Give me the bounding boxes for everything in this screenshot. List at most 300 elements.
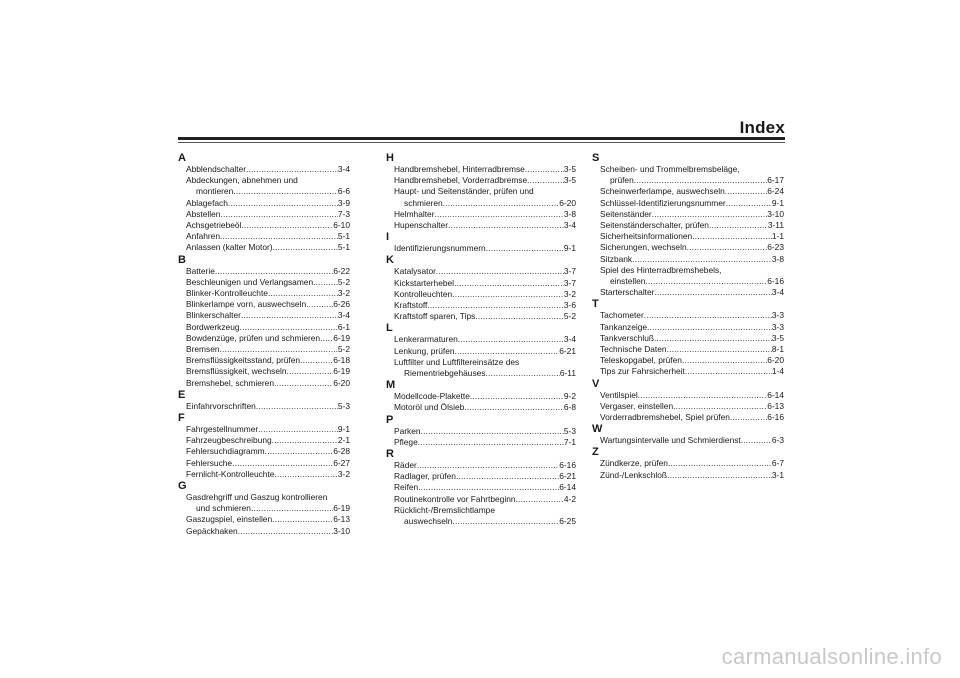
page-number: 6-22: [333, 265, 350, 276]
index-entry: [186, 446, 350, 457]
entry-label: Teleskopgabel, prüfen: [600, 355, 682, 366]
dot-leader: [265, 446, 334, 457]
entry-label: Starterschalter: [600, 287, 655, 298]
section-letter: V: [592, 377, 600, 390]
index-entry: [600, 265, 784, 287]
entry-label: Pflege: [394, 436, 418, 447]
section-letter: R: [386, 448, 394, 461]
section-letter: K: [386, 254, 394, 267]
entry-label: Kontrolleuchten: [394, 288, 453, 299]
index-entry: [394, 460, 576, 471]
index-entry: [186, 322, 350, 333]
index-entry: [186, 198, 350, 209]
dot-leader: [668, 458, 772, 469]
dot-leader: [452, 516, 559, 527]
page-number: 3-5: [563, 164, 576, 174]
page-number: 5-2: [337, 276, 350, 287]
index-entry: [186, 175, 350, 197]
dot-leader: [220, 344, 338, 355]
index-entry: [186, 469, 350, 480]
dot-leader: [647, 322, 772, 333]
dot-leader: [475, 311, 564, 322]
dot-leader: [455, 346, 560, 357]
page-number: 6-8: [563, 402, 576, 413]
dot-leader: [251, 503, 333, 514]
index-entry: [600, 287, 784, 298]
dot-leader: [268, 288, 338, 299]
index-entry: [186, 288, 350, 299]
page-number: 6-26: [333, 299, 350, 310]
dot-leader: [652, 209, 768, 220]
entry-label: Fehlersuchdiagramm: [186, 446, 265, 457]
page-number: 6-17: [767, 175, 784, 186]
dot-leader: [274, 378, 333, 389]
index-entry: [600, 209, 784, 220]
index-entry: [186, 435, 350, 446]
entry-label: Bremsflüssigkeitsstand, prüfen: [186, 355, 301, 366]
index-entry: [186, 299, 350, 310]
index-entry: [394, 243, 576, 254]
dot-leader: [436, 266, 564, 277]
entry-label: Handbremshebel, Hinterradbremse: [394, 164, 525, 174]
entry-label: Katalysator: [394, 266, 436, 277]
entry-label: Gaszugspiel, einstellen: [186, 514, 273, 525]
index-entry: [186, 310, 350, 321]
dot-leader: [452, 289, 564, 300]
index-entry: [394, 289, 576, 300]
page-number: 5-3: [337, 400, 350, 411]
entry-label: Bremsflüssigkeit, wechseln: [186, 366, 287, 377]
dot-leader: [448, 220, 564, 231]
dot-leader: [456, 471, 559, 482]
section-letter: E: [178, 388, 186, 401]
dot-leader: [726, 198, 772, 209]
index-entry: [600, 333, 784, 344]
dot-leader: [741, 435, 772, 446]
entry-label: Batterie: [186, 265, 215, 276]
index-entry: [394, 494, 576, 505]
section-letter: G: [178, 480, 187, 493]
entry-label: Räder: [394, 460, 417, 471]
entry-label: Bordwerkzeug: [186, 321, 240, 332]
section-letter: F: [178, 412, 185, 425]
page-number: 6-20: [559, 197, 576, 208]
index-entry: [600, 401, 784, 412]
page-number: 6-21: [559, 471, 576, 482]
page-number: 3-4: [563, 220, 576, 231]
page-number: 6-3: [771, 435, 784, 446]
dot-leader: [238, 526, 334, 537]
entry-label: Bremshebel, schmieren: [186, 377, 274, 388]
entry-label: Wartungsintervalle und Schmierdienst: [600, 435, 741, 446]
page-number: 3-11: [767, 220, 784, 231]
entry-label: Ablagefach: [186, 197, 228, 208]
entry-label: Ventilspiel: [600, 389, 638, 400]
dot-leader: [320, 333, 333, 344]
entry-label: prüfen: [610, 175, 634, 186]
dot-leader: [667, 344, 772, 355]
entry-label: Reifen: [394, 482, 419, 493]
page-number: 4-2: [563, 493, 576, 504]
page-number: 3-6: [563, 300, 576, 311]
entry-label: Anfahren: [186, 231, 220, 242]
entry-label: Bowdenzüge, prüfen und schmieren: [186, 332, 321, 343]
index-entry: [394, 266, 576, 277]
page-number: 3-8: [771, 253, 784, 264]
entry-label: Zünd-/Lenkschloß: [600, 469, 668, 480]
page-number: 6-7: [771, 458, 784, 469]
page-number: 3-4: [337, 310, 350, 321]
section-letter: A: [178, 152, 186, 164]
entry-label: Tankanzeige: [600, 321, 648, 332]
dot-leader: [709, 220, 768, 231]
page-number: 5-2: [337, 344, 350, 355]
page-number: 6-19: [333, 366, 350, 377]
entry-label: Achsgetriebeöl: [186, 220, 242, 231]
page-number: 3-8: [563, 208, 576, 219]
section-letter: H: [386, 152, 394, 164]
index-entry: [186, 231, 350, 242]
index-entry: [394, 186, 576, 208]
header-rule: [178, 137, 785, 140]
entry-label: Hupenschalter: [394, 220, 449, 231]
dot-leader: [687, 242, 768, 253]
entry-label: Tachometer: [600, 310, 644, 321]
section-letter: S: [592, 152, 600, 164]
index-entry: [186, 424, 350, 435]
index-entry: [394, 175, 576, 186]
entry-label: Seitenständerschalter, prüfen: [600, 220, 709, 231]
index-entry: [186, 344, 350, 355]
header-rule-thin: [178, 142, 785, 143]
entry-label: schmieren: [404, 197, 443, 208]
section-letter: Z: [592, 446, 599, 459]
page-number: 3-4: [563, 334, 576, 345]
index-entry: [186, 242, 350, 253]
index-entry: [394, 311, 576, 322]
index-entry: [394, 426, 576, 437]
index-entry: [394, 437, 576, 448]
entry-label: Sicherungen, wechseln: [600, 242, 687, 253]
index-entry: [394, 209, 576, 220]
entry-label: Rücklicht-/Bremslichtlampe: [394, 504, 495, 515]
entry-label: Vergaser, einstellen: [600, 400, 674, 411]
index-entry: [394, 334, 576, 345]
dot-leader: [527, 175, 564, 186]
dot-leader: [241, 310, 338, 321]
section-letter: M: [386, 379, 396, 392]
entry-label: Seitenständer: [600, 208, 652, 219]
dot-leader: [300, 355, 333, 366]
page-number: 6-27: [333, 457, 350, 468]
entry-label: Tankverschluß: [600, 332, 654, 343]
entry-label: Lenkung, prüfen: [394, 345, 455, 356]
entry-label: Sicherheitsinformationen: [600, 231, 693, 242]
index-entry: [600, 412, 784, 423]
dot-leader: [240, 322, 338, 333]
entry-label: Einfahrvorschriften: [186, 400, 256, 411]
page-number: 3-9: [337, 197, 350, 208]
dot-leader: [632, 254, 772, 265]
entry-label: Luftfilter und Luftfiltereinsätze des: [394, 356, 520, 367]
index-entry: [600, 366, 784, 377]
dot-leader: [220, 209, 337, 220]
dot-leader: [246, 164, 338, 175]
entry-label: Routinekontrolle vor Fahrtbeginn: [394, 493, 516, 504]
page-number: 6-23: [767, 242, 784, 253]
entry-label: Blinker-Kontrolleuchte: [186, 288, 268, 299]
page-number: 3-3: [771, 321, 784, 332]
dot-leader: [725, 186, 767, 197]
page-number: 9-1: [771, 197, 784, 208]
dot-leader: [272, 514, 333, 525]
dot-leader: [634, 175, 767, 186]
index-entry: [186, 514, 350, 525]
section-letter: P: [386, 413, 394, 426]
page-number: 3-10: [767, 208, 784, 219]
dot-leader: [485, 368, 559, 379]
entry-label: montieren: [196, 186, 234, 197]
index-entry: [394, 220, 576, 231]
section-letter: W: [592, 423, 603, 436]
entry-label: Handbremshebel, Vorderradbremse: [394, 175, 528, 186]
entry-label: Blinkerschalter: [186, 310, 241, 321]
entry-label: Abstellen: [186, 208, 221, 219]
page-number: 3-2: [337, 288, 350, 299]
index-entry: [600, 198, 784, 209]
index-column-3: [592, 152, 784, 481]
page-number: 5-2: [563, 311, 576, 322]
page-number: 5-3: [563, 425, 576, 436]
page-number: 5-1: [337, 242, 350, 253]
dot-leader: [421, 426, 564, 437]
index-entry: [600, 458, 784, 469]
index-entry: [186, 164, 350, 175]
index-entry: [600, 164, 784, 186]
index-entry: [600, 470, 784, 481]
index-entry: [600, 242, 784, 253]
index-entry: [186, 401, 350, 412]
index-entry: [186, 526, 350, 537]
dot-leader: [228, 198, 338, 209]
entry-label: Schlüssel-Identifizierungsnummer: [600, 197, 726, 208]
dot-leader: [673, 401, 767, 412]
page-number: 9-1: [563, 243, 576, 254]
entry-label: Vorderradbremshebel, Spiel prüfen: [600, 412, 730, 423]
page-title: Index: [739, 118, 785, 137]
index-entry: [186, 355, 350, 366]
dot-leader: [730, 412, 767, 423]
dot-leader: [435, 209, 564, 220]
entry-label: Helmhalter: [394, 208, 435, 219]
entry-label: Tips zur Fahrsicherheit: [600, 366, 685, 377]
page-number: 3-1: [771, 469, 784, 480]
dot-leader: [417, 460, 559, 471]
entry-label: Lenkerarmaturen: [394, 334, 458, 345]
page-number: 6-19: [333, 332, 350, 343]
section-letter: I: [386, 231, 390, 244]
page-number: 6-14: [559, 482, 576, 493]
index-entry: [394, 346, 576, 357]
page-number: 3-2: [563, 288, 576, 299]
entry-label: einstellen: [610, 276, 646, 287]
section-letter: T: [592, 298, 599, 311]
dot-leader: [220, 231, 338, 242]
dot-leader: [638, 390, 768, 401]
index-entry: [186, 220, 350, 231]
entry-label: Fernlicht-Kontrolleuchte: [186, 468, 275, 479]
index-entry: [186, 492, 350, 514]
page-number: 6-1: [337, 321, 350, 332]
page-number: 9-2: [563, 391, 576, 402]
index-entry: [600, 390, 784, 401]
entry-label: Fahrgestellnummer: [186, 424, 259, 435]
index-entry: [600, 344, 784, 355]
dot-leader: [215, 266, 333, 277]
dot-leader: [516, 494, 564, 505]
index-entry: [600, 186, 784, 197]
dot-leader: [692, 231, 772, 242]
dot-leader: [274, 469, 337, 480]
page-number: 6-28: [333, 446, 350, 457]
page-number: 9-1: [337, 424, 350, 435]
dot-leader: [272, 435, 338, 446]
index-column-2: [386, 152, 576, 527]
dot-leader: [232, 458, 333, 469]
index-entry: [600, 254, 784, 265]
index-entry: [394, 505, 576, 527]
index-entry: [600, 435, 784, 446]
entry-label: auswechseln: [404, 516, 453, 527]
entry-label: Sitzbank: [600, 253, 633, 264]
section-letter: B: [178, 253, 186, 266]
index-entry: [186, 333, 350, 344]
page-number: 6-11: [559, 368, 576, 379]
entry-label: Kraftstoff sparen, Tips: [394, 311, 476, 322]
index-entry: [186, 209, 350, 220]
entry-label: Modellcode-Plakette: [394, 391, 470, 402]
dot-leader: [464, 402, 564, 413]
page-number: 6-16: [767, 276, 784, 287]
dot-leader: [233, 186, 338, 197]
index-entry: [394, 482, 576, 493]
entry-label: Anlassen (kalter Motor): [186, 242, 273, 253]
dot-leader: [525, 164, 564, 175]
dot-leader: [443, 198, 560, 209]
entry-label: Haupt- und Seitenständer, prüfen und: [394, 186, 534, 197]
entry-label: Parken: [394, 425, 421, 436]
index-entry: [600, 231, 784, 242]
dot-leader: [685, 366, 772, 377]
page-number: 3-7: [563, 266, 576, 277]
dot-leader: [306, 299, 333, 310]
index-entry: [394, 164, 576, 175]
page-number: 8-1: [771, 344, 784, 355]
page-number: 2-1: [337, 435, 350, 446]
page-number: 3-3: [771, 310, 784, 321]
page-number: 6-6: [337, 186, 350, 197]
index-entry: [600, 220, 784, 231]
dot-leader: [458, 334, 564, 345]
entry-label: Fehlersuche: [186, 457, 233, 468]
page-number: 6-19: [333, 503, 350, 514]
page-number: 3-4: [771, 287, 784, 298]
index-entry: [394, 471, 576, 482]
page-number: 1-1: [771, 231, 784, 242]
page-number: 3-2: [337, 468, 350, 479]
dot-leader: [313, 277, 338, 288]
page-number: 3-7: [563, 277, 576, 288]
index-column-1: [178, 152, 350, 537]
index-entry: [600, 322, 784, 333]
entry-label: Kraftstoff: [394, 300, 428, 311]
index-entry: [394, 357, 576, 379]
page-number: 6-16: [767, 412, 784, 423]
index-entry: [394, 278, 576, 289]
index-entry: [186, 266, 350, 277]
dot-leader: [667, 470, 772, 481]
page-number: 6-18: [333, 355, 350, 366]
page-number: 7-1: [563, 436, 576, 447]
entry-label: Zündkerze, prüfen: [600, 458, 668, 469]
index-entry: [600, 355, 784, 366]
entry-label: Spiel des Hinterradbremshebels,: [600, 264, 722, 275]
dot-leader: [682, 355, 767, 366]
page-number: 6-21: [559, 345, 576, 356]
entry-label: Blinkerlampe vorn, auswechseln: [186, 299, 307, 310]
entry-label: Bremsen: [186, 344, 220, 355]
section-letter: L: [386, 322, 393, 335]
entry-label: Gepäckhaken: [186, 525, 238, 536]
dot-leader: [645, 276, 767, 287]
entry-label: Kickstarterhebel: [394, 277, 455, 288]
dot-leader: [427, 300, 564, 311]
entry-label: Scheiben- und Trommelbremsbeläge,: [600, 164, 740, 174]
index-entry: [600, 310, 784, 321]
dot-leader: [241, 220, 333, 231]
dot-leader: [654, 333, 772, 344]
index-entry: [186, 458, 350, 469]
dot-leader: [470, 391, 564, 402]
page-number: 1-4: [771, 366, 784, 377]
index-entry: [186, 366, 350, 377]
dot-leader: [256, 401, 338, 412]
page-number: 6-13: [333, 514, 350, 525]
entry-label: Technische Daten: [600, 344, 667, 355]
dot-leader: [486, 243, 564, 254]
entry-label: Identifizierungsnummern: [394, 243, 486, 254]
entry-label: Riementriebgehäuses: [404, 368, 486, 379]
page-number: 6-20: [333, 377, 350, 388]
index-entry: [394, 402, 576, 413]
page-number: 5-1: [337, 231, 350, 242]
watermark-text: carmanualsonline.info: [721, 644, 942, 669]
entry-label: Beschleunigen und Verlangsamen: [186, 276, 314, 287]
entry-label: Motoröl und Ölsieb: [394, 402, 465, 413]
page-number: 6-25: [559, 516, 576, 527]
entry-label: Fahrzeugbeschreibung: [186, 435, 272, 446]
index-entry: [394, 300, 576, 311]
dot-leader: [258, 424, 338, 435]
entry-label: und schmieren: [196, 503, 251, 514]
dot-leader: [644, 310, 772, 321]
index-entry: [186, 277, 350, 288]
page-number: 7-3: [337, 208, 350, 219]
page-number: 3-5: [563, 175, 576, 186]
dot-leader: [273, 242, 338, 253]
dot-leader: [454, 278, 564, 289]
page-number: 6-16: [559, 460, 576, 471]
